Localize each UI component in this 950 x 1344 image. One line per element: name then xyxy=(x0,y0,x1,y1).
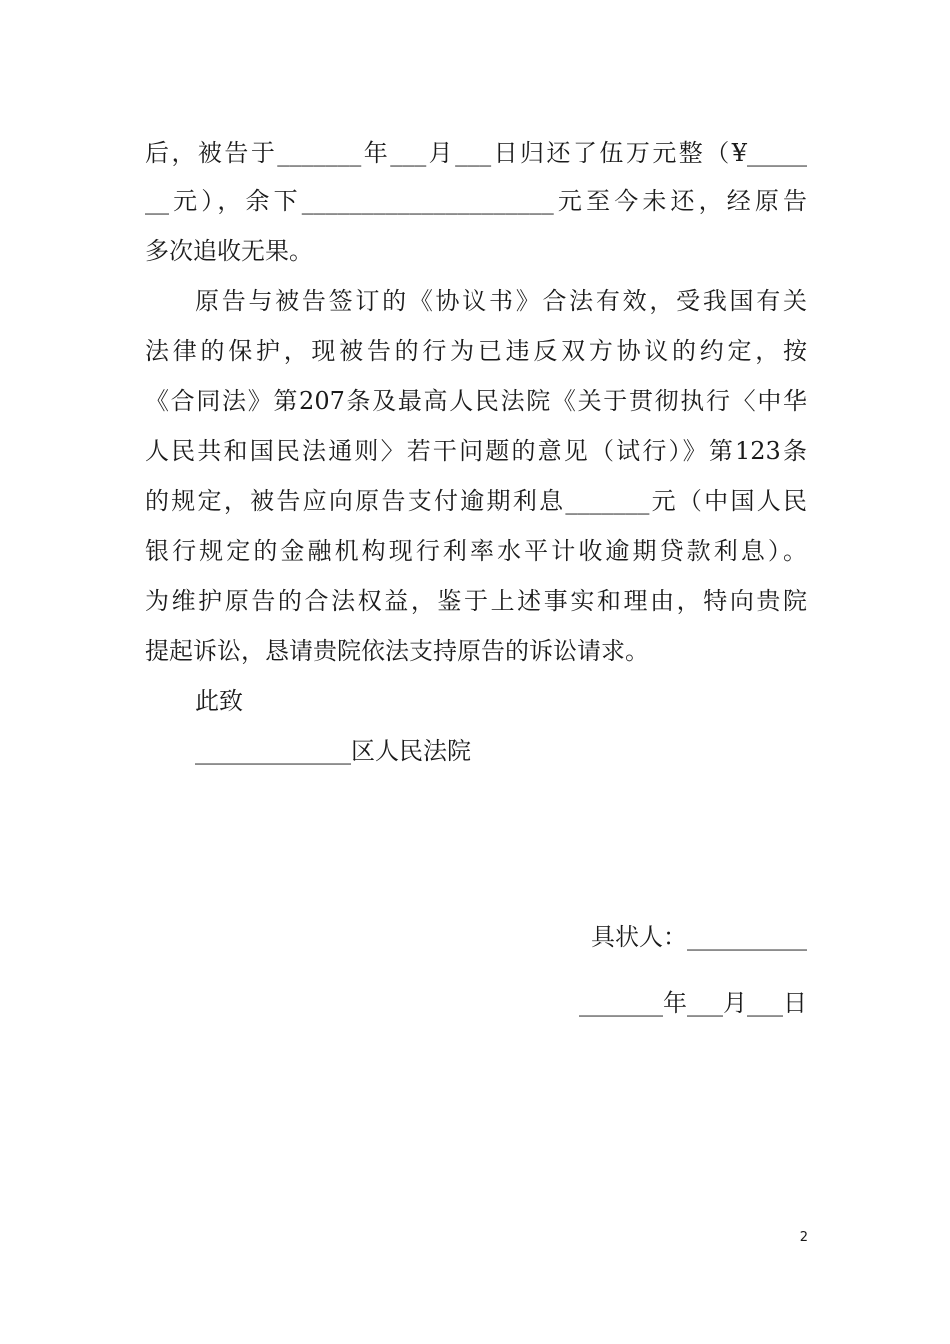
page-number: 2 xyxy=(799,1230,808,1245)
paragraph-2-line-2: 法律的保护，现被告的行为已违反双方协议的约定，按 xyxy=(145,337,807,365)
date-line: _______年___月___日 xyxy=(579,989,807,1017)
paragraph-2-line-3: 《合同法》第207条及最高人民法院《关于贯彻执行〈中华 xyxy=(145,387,807,415)
paragraph-2-line-6: 银行规定的金融机构现行利率水平计收逾期贷款利息）。 xyxy=(145,537,807,565)
salutation: 此致 xyxy=(195,687,243,715)
paragraph-1-line-1: 后，被告于_______年___月___日归还了伍万元整（¥_____ xyxy=(145,139,807,167)
paragraph-1-line-2: __元），余下_____________________元至今未还，经原告 xyxy=(145,187,807,215)
paragraph-1-line-3: 多次追收无果。 xyxy=(145,237,313,265)
paragraph-2-line-1: 原告与被告签订的《协议书》合法有效，受我国有关 xyxy=(195,287,807,315)
paragraph-2-line-8: 提起诉讼，恳请贵院依法支持原告的诉讼请求。 xyxy=(145,637,649,665)
paragraph-2-line-5: 的规定，被告应向原告支付逾期利息_______元（中国人民 xyxy=(145,487,807,515)
signer-line: 具状人：__________ xyxy=(591,923,807,951)
paragraph-2-line-4: 人民共和国民法通则〉若干问题的意见（试行）》第123条 xyxy=(145,437,807,465)
court-name: _____________区人民法院 xyxy=(195,737,471,765)
paragraph-2-line-7: 为维护原告的合法权益，鉴于上述事实和理由，特向贵院 xyxy=(145,587,807,615)
